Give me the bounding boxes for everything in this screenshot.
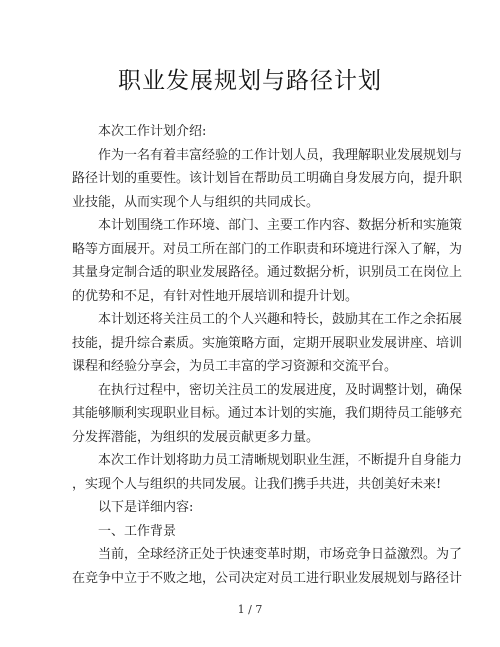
paragraph-line: 技能，提升综合素质。实施策略方面，定期开展职业发展讲座、培训 bbox=[72, 335, 463, 351]
paragraph-line: ，实现个人与组织的共同发展。让我们携手共进，共创美好未来! bbox=[72, 476, 442, 492]
paragraph-line: 路径计划的重要性。该计划旨在帮助员工明确自身发展方向，提升职 bbox=[72, 171, 463, 186]
paragraph-line: 的优势和不足，有针对性地开展培训和提升计划。 bbox=[72, 288, 359, 304]
document-body bbox=[72, 120, 463, 590]
paragraph-line: 其量身定制合适的职业发展路径。通过数据分析，识别员工在岗位上 bbox=[72, 265, 463, 280]
paragraph-line: 本计划还将关注员工的个人兴趣和特长，鼓励其在工作之余拓展 bbox=[98, 312, 463, 327]
paragraph-line: 本次工作计划将助力员工清晰规划职业生涯，不断提升自身能力 bbox=[98, 453, 463, 468]
paragraph-line: 以下是详细内容: bbox=[98, 500, 194, 515]
paragraph-line: 本计划围绕工作环境、部门、主要工作内容、数据分析和实施策 bbox=[98, 218, 463, 233]
paragraph-line: 当前，全球经济正处于快速变革时期，市场竞争日益激烈。为了 bbox=[98, 547, 463, 562]
paragraph-line: 在执行过程中，密切关注员工的发展进度，及时调整计划，确保 bbox=[98, 382, 463, 398]
page-number: 1 / 7 bbox=[237, 603, 263, 616]
paragraph-line: 课程和经验分享会，为员工丰富的学习资源和交流平台。 bbox=[72, 359, 398, 374]
paragraph-line: 其能够顺利实现职业目标。通过本计划的实施，我们期待员工能够充 bbox=[72, 406, 463, 421]
paragraph-line: 本次工作计划介绍: bbox=[98, 124, 207, 139]
paragraph-line: 业技能，从而实现个人与组织的共同成长。 bbox=[72, 194, 320, 210]
document-title: 职业发展规划与路径计划 bbox=[118, 68, 382, 94]
section-heading: 一、工作背景 bbox=[98, 523, 177, 539]
paragraph-line: 作为一名有着丰富经验的工作计划人员，我理解职业发展规划与 bbox=[98, 147, 463, 163]
paragraph-line: 略等方面展开。对员工所在部门的工作职责和环境进行深入了解，为 bbox=[72, 241, 463, 257]
paragraph-line: 分发挥潜能，为组织的发展贡献更多力量。 bbox=[72, 429, 320, 445]
paragraph-line: 在竞争中立于不败之地，公司决定对员工进行职业发展规划与路径计 bbox=[72, 570, 463, 586]
